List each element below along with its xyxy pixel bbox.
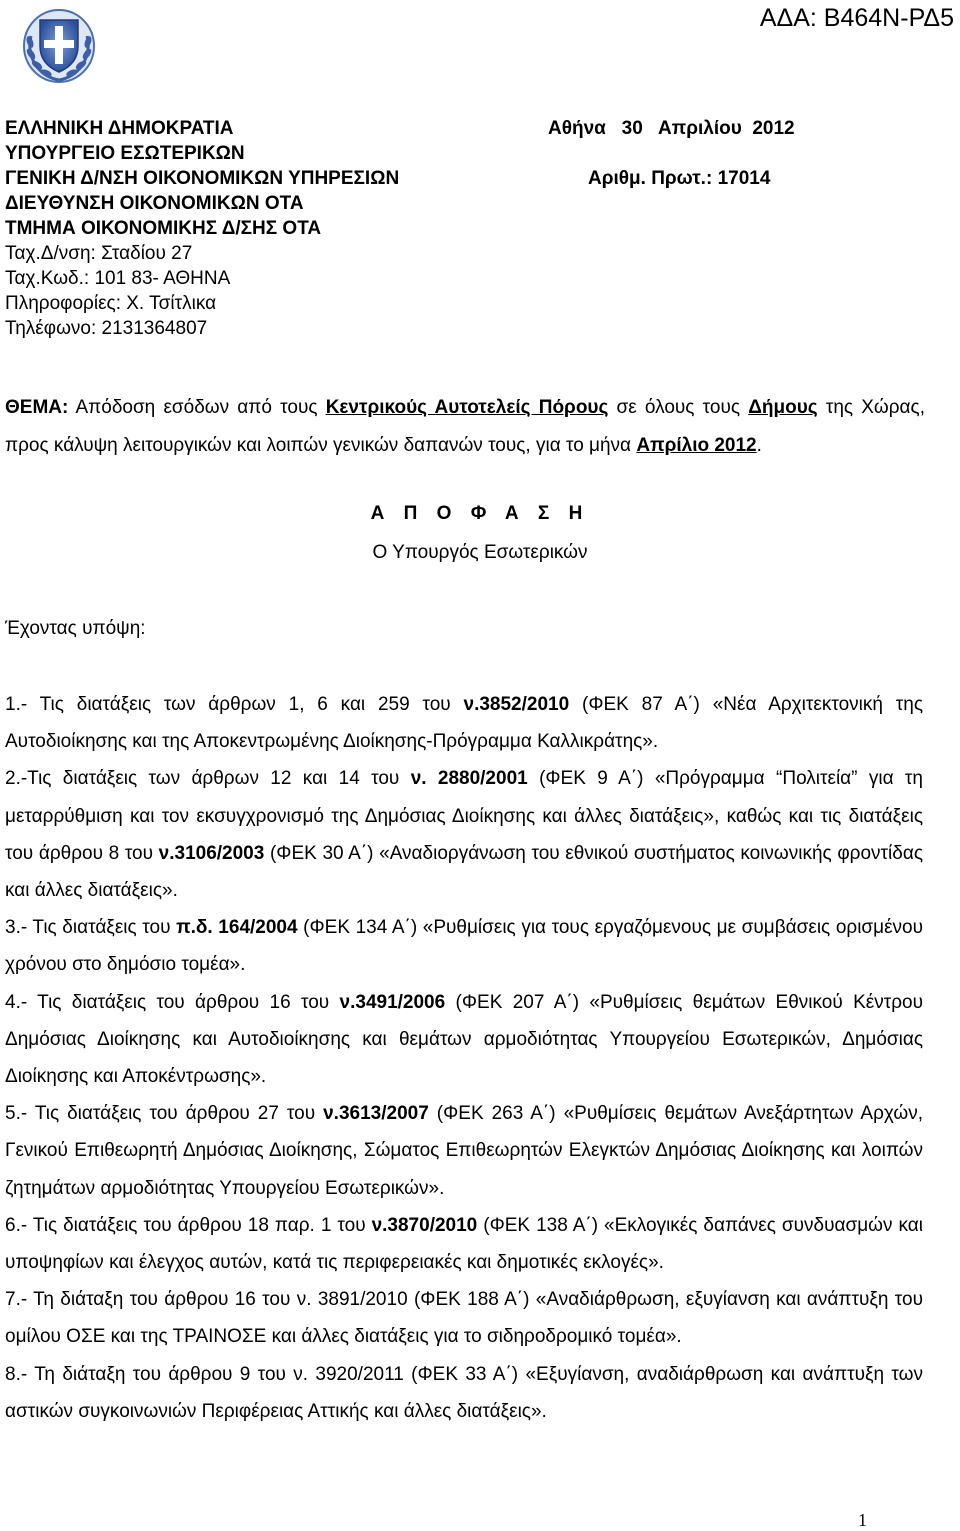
legal-basis-list <box>5 686 923 1430</box>
page-number: 1 <box>858 1510 867 1530</box>
item-text: 6.- Τις διατάξεις του άρθρου 18 παρ. 1 του <box>5 1214 372 1236</box>
subject-label: ΘΕΜΑ: <box>5 397 69 418</box>
subject-text-1: Απόδοση εσόδων από τους <box>68 397 326 418</box>
item-text: (ΦΕΚ 263 Α΄) «Ρυθμίσεις θεμάτων Ανεξάρτητων Αρχών, Γενικού Επιθεωρητή Δημόσιας Διοίκησης, Σώματος Επιθεωρητών Ελεγκτών Δημόσιας Διοίκησης και λοιπών ζητημάτων αρμοδιότητας Υπουργείου Εσωτερικών». <box>5 1103 923 1199</box>
header-line-address: Ταχ.Δ/νση: Σταδίου 27 <box>5 243 193 264</box>
header-line-info: Πληροφορίες: Χ. Τσίτλικα <box>5 293 217 314</box>
document-date-text: Αθήνα 30 Απριλίου 2012 <box>548 118 795 139</box>
subject-text-2: σε όλους τους <box>608 397 749 418</box>
list-item <box>5 909 923 983</box>
list-item <box>5 1356 923 1430</box>
item-text: (ΦΕΚ 87 Α΄) «Νέα Αρχιτεκτονική της Αυτοδιοίκησης και της Αποκεντρωμένης Διοίκησης-Πρόγραμμα Καλλικράτης». <box>5 694 923 753</box>
item-text: 1.- Τις διατάξεις των άρθρων 1, 6 και 259 του <box>5 694 464 715</box>
list-item <box>5 984 923 1096</box>
list-item <box>5 686 923 760</box>
list-item <box>5 760 923 909</box>
item-text: (ΦΕΚ 207 Α΄) «Ρυθμίσεις θεμάτων Εθνικού Κέντρου Δημόσιας Διοίκησης και Αυτοδιοίκησης και θεμάτων αρμοδιότητας Υπουργείου Εσωτερικών, Δημόσιας Διοίκησης και Αποκέντρωσης». <box>5 991 924 1088</box>
item-text: 8.- Τη διάταξη του άρθρου 9 του ν. 3920/2011 (ΦΕΚ 33 Α΄) «Εξυγίανση, αναδιάρθρωση και ανάπτυξη των αστικών συγκοινωνιών Περιφέρειας Αττικής και άλλες διατάξεις». <box>5 1363 923 1422</box>
minister-title: Ο Υπουργός Εσωτερικών <box>372 542 588 563</box>
item-text: (ΦΕΚ 134 Α΄) «Ρυθμίσεις για τους εργαζόμενους με συμβάσεις ορισμένου χρόνου στο δημόσιο τομέα». <box>5 917 924 976</box>
item-text: (ΦΕΚ 9 Α΄) «Πρόγραμμα “Πολιτεία” για τη μεταρρύθμιση και τον εκσυγχρονισμό της Δημόσιας Διοίκησης και άλλες διατάξεις», καθώς και τις διατάξεις του άρθρου 8 του <box>5 768 923 864</box>
item-law-ref: ν.3613/2007 <box>323 1103 429 1125</box>
header-line-phone: Τηλέφωνο: 2131364807 <box>5 318 208 339</box>
subject-highlight-municipalities: Δήμους <box>748 397 818 418</box>
decision-title: Α Π Ο Φ Α Σ Η <box>370 503 590 524</box>
list-item <box>5 1207 923 1281</box>
item-text: 3.- Τις διατάξεις του <box>5 917 177 939</box>
header-line-ministry: ΥΠΟΥΡΓΕΙΟ ΕΣΩΤΕΡΙΚΩΝ <box>5 143 245 164</box>
subject-paragraph <box>5 389 925 465</box>
header-line-general-directorate: ΓΕΝΙΚΗ Δ/ΝΣΗ ΟΙΚΟΝΟΜΙΚΩΝ ΥΠΗΡΕΣΙΩΝ <box>5 168 400 189</box>
protocol-number: Αριθμ. Πρωτ.: 17014 <box>588 168 771 189</box>
item-text: 5.- Τις διατάξεις του άρθρου 27 του <box>5 1103 324 1125</box>
document-date <box>548 116 795 141</box>
item-text: 2.-Τις διατάξεις των άρθρων 12 και 14 του <box>5 768 411 790</box>
header-line-republic: ΕΛΛΗΝΙΚΗ ΔΗΜΟΚΡΑΤΙΑ <box>5 118 234 139</box>
subject-text-4: . <box>756 435 762 456</box>
considering-heading: Έχοντας υπόψη: <box>5 618 146 639</box>
list-item <box>5 1095 923 1207</box>
header-line-directorate: ΔΙΕΥΘΥΝΣΗ ΟΙΚΟΝΟΜΙΚΩΝ ΟΤΑ <box>5 193 304 214</box>
item-text: 7.- Τη διάταξη του άρθρου 16 του ν. 3891/2010 (ΦΕΚ 188 Α΄) «Αναδιάρθρωση, εξυγίανση και ανάπτυξη του ομίλου ΟΣΕ και της ΤΡΑΙΝΟΣΕ και άλλες διατάξεις για το σιδηροδρομικό τομέα». <box>5 1289 923 1348</box>
item-law-ref: ν.3106/2003 <box>158 842 265 864</box>
header-line-postcode: Ταχ.Κωδ.: 101 83- ΑΘΗΝΑ <box>5 268 231 289</box>
item-text: 4.- Τις διατάξεις του άρθρου 16 του <box>5 991 340 1013</box>
item-law-ref: ν.3870/2010 <box>371 1214 478 1236</box>
item-text: (ΦΕΚ 138 Α΄) «Εκλογικές δαπάνες συνδυασμών και υποψηφίων και έλεγχος αυτών, κατά τις περιφερειακές και δημοτικές εκλογές». <box>5 1214 923 1274</box>
subject-highlight-resources: Κεντρικούς Αυτοτελείς Πόρους <box>325 397 609 418</box>
item-law-ref: ν.3852/2010 <box>463 694 570 715</box>
item-law-ref: π.δ. 164/2004 <box>176 917 298 939</box>
list-item <box>5 1281 923 1355</box>
item-law-ref: ν. 2880/2001 <box>410 768 528 790</box>
item-text: (ΦΕΚ 30 Α΄) «Αναδιοργάνωση του εθνικού συστήματος κοινωνικής φροντίδας και άλλες διατάξεις». <box>5 842 923 902</box>
ada-code: ΑΔΑ: Β464Ν-ΡΔ5 <box>759 4 954 32</box>
item-law-ref: ν.3491/2006 <box>339 991 446 1013</box>
greek-coat-of-arms-icon <box>22 6 96 84</box>
subject-text-3: της Χώρας, προς κάλυψη λειτουργικών και λοιπών γενικών δαπανών τους, για το μήνα <box>5 397 925 456</box>
header-line-department: ΤΜΗΜΑ ΟΙΚΟΝΟΜΙΚΗΣ Δ/ΣΗΣ ΟΤΑ <box>5 218 322 239</box>
sender-block <box>5 116 399 341</box>
subject-highlight-month: Απρίλιο 2012 <box>636 435 757 456</box>
